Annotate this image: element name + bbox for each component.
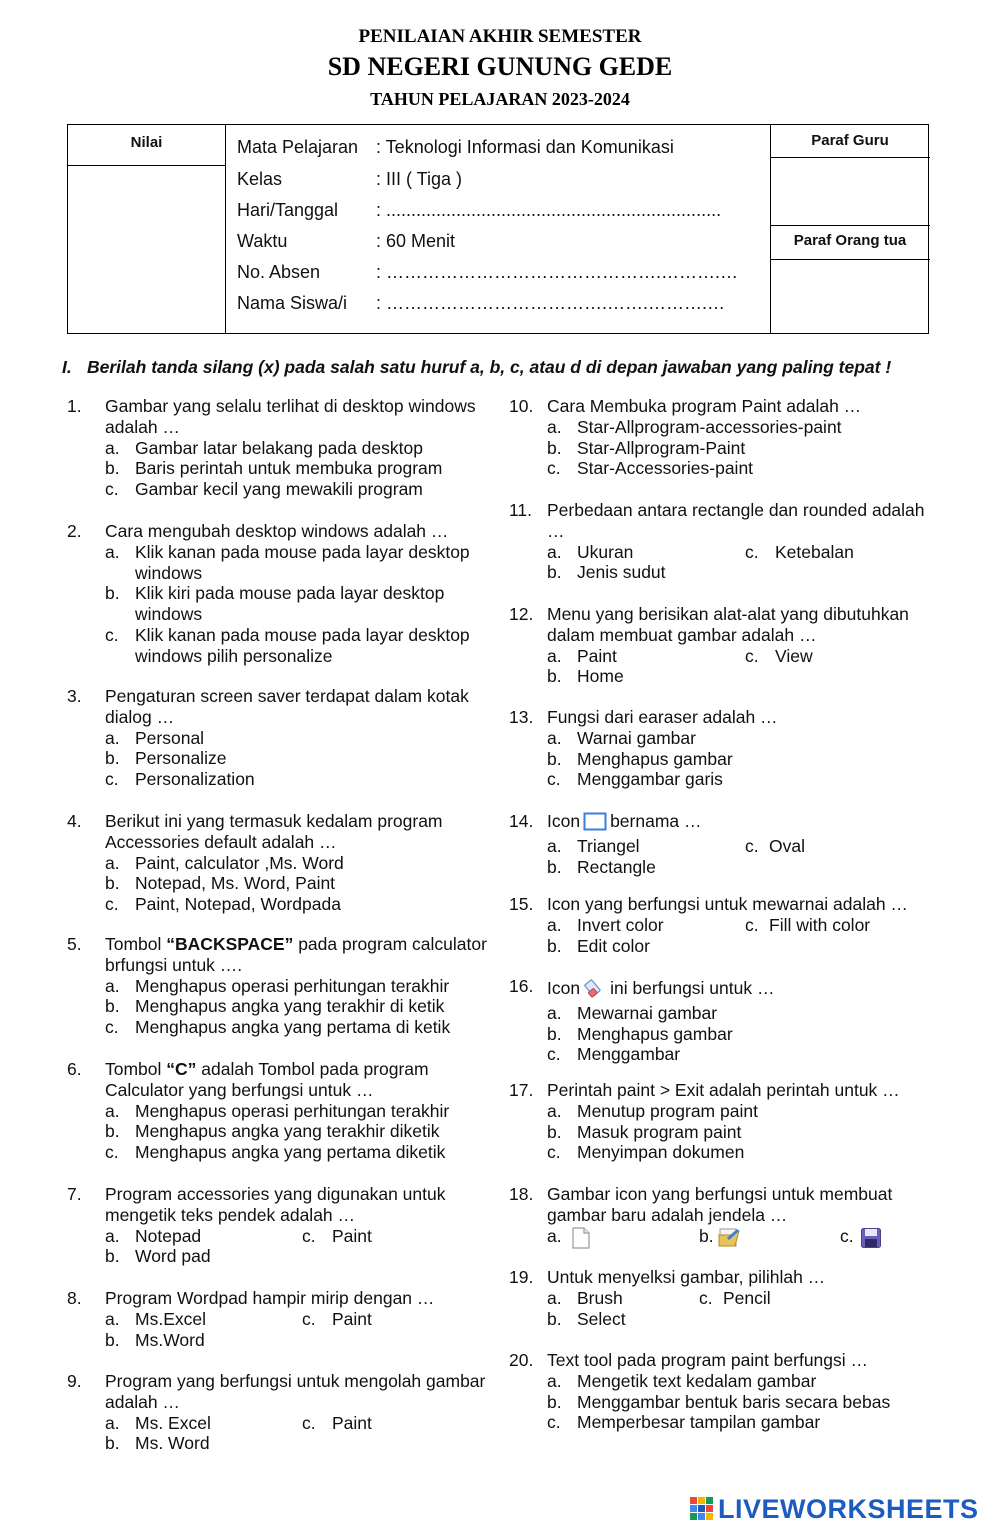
option-row [547, 1288, 929, 1309]
option-text: Star-Allprogram-Paint [577, 437, 746, 458]
option-letter: b. [105, 1121, 120, 1142]
option-letter: c. [105, 1017, 119, 1038]
option[interactable] [105, 1246, 492, 1267]
option[interactable] [547, 1003, 929, 1024]
question-text-part: pada program calculator brfungsi untuk …. [105, 934, 487, 975]
question-text: Program yang berfungsi untuk mengolah gambar adalah … [105, 1371, 486, 1412]
option-text[interactable]: Triangel [577, 835, 640, 856]
option-letter: b. [105, 583, 120, 604]
option-letter: a. [105, 541, 120, 562]
info-label: Mata Pelajaran [237, 137, 359, 157]
option-text[interactable]: Paint [332, 1412, 372, 1433]
option-text: Menggambar bentuk baris secara bebas [577, 1391, 891, 1412]
question-2 [67, 521, 492, 667]
option[interactable] [547, 1392, 929, 1413]
question-number: 11. [509, 500, 533, 520]
option-text: Menghapus gambar [577, 748, 733, 769]
option[interactable] [105, 1142, 492, 1163]
question-number: 4. [67, 811, 82, 831]
option-text: Ms. Word [135, 1433, 210, 1454]
option-letter: c. [105, 894, 119, 915]
option[interactable] [105, 1330, 492, 1351]
option-letter[interactable]: c. [302, 1308, 316, 1329]
option-letter: c. [547, 458, 561, 479]
question-text-part: ini berfungsi untuk … [610, 978, 775, 998]
option[interactable] [105, 853, 492, 874]
option-letter[interactable]: a. [105, 1308, 120, 1329]
question-1 [67, 396, 492, 500]
option[interactable] [547, 1044, 929, 1065]
question-number: 9. [67, 1371, 82, 1391]
option-text: Masuk program paint [577, 1121, 742, 1142]
option-text: Menghapus angka yang pertama diketik [135, 1142, 446, 1163]
option-text: Klik kanan pada mouse pada layar desktop windows pilih personalize [135, 624, 470, 666]
option-letter[interactable]: c. [840, 1225, 854, 1246]
question-5 [67, 934, 492, 1038]
option-letter: b. [547, 1023, 562, 1044]
info-value: : ................................................................... [376, 200, 722, 220]
question-text [105, 934, 492, 976]
option-text: Gambar latar belakang pada desktop [135, 437, 423, 458]
info-row-time [237, 231, 455, 252]
divider [770, 157, 930, 158]
question-text [547, 811, 929, 836]
liveworksheets-logo-icon [690, 1497, 714, 1528]
option-text: Klik kiri pada mouse pada layar desktop windows [135, 583, 445, 625]
option[interactable] [547, 1371, 929, 1392]
question-4 [67, 811, 492, 915]
option[interactable] [105, 1433, 492, 1454]
option-text: Baris perintah untuk membuka program [135, 458, 443, 479]
option-text: Paint, Notepad, Wordpada [135, 894, 341, 915]
question-19 [509, 1267, 929, 1329]
option-text: Gambar kecil yang mewakili program [135, 479, 423, 500]
question-text: Gambar yang selalu terlihat di desktop windows adalah … [105, 396, 476, 437]
option[interactable] [547, 562, 929, 583]
question-10 [509, 396, 929, 479]
school-name: SD NEGERI GUNUNG GEDE [327, 52, 673, 81]
question-12 [509, 604, 929, 687]
info-value: : III ( Tiga ) [376, 169, 463, 189]
question-17 [509, 1080, 929, 1163]
open-folder-icon[interactable] [717, 1226, 741, 1253]
option[interactable] [105, 769, 492, 790]
question-text: Program accessories yang digunakan untuk mengetik teks pendek adalah … [105, 1184, 446, 1225]
option-row [105, 1309, 492, 1330]
option-letter: b. [547, 748, 562, 769]
question-number: 2. [67, 521, 82, 541]
option[interactable] [547, 749, 929, 770]
option-text: Menutup program paint [577, 1100, 758, 1121]
option[interactable] [105, 894, 492, 915]
option[interactable] [547, 1122, 929, 1143]
question-text: Gambar icon yang berfungsi untuk membuat gambar baru adalah jendela … [547, 1184, 893, 1225]
option-text[interactable]: Paint [332, 1308, 372, 1329]
divider [770, 225, 930, 226]
question-text: Perintah paint > Exit adalah perintah untuk … [547, 1080, 900, 1100]
question-number: 5. [67, 934, 82, 954]
option-text: Notepad, Ms. Word, Paint [135, 873, 336, 894]
option-letter: b. [547, 1391, 562, 1412]
option-letter[interactable]: a. [547, 541, 562, 562]
info-value: : ……………………………….…….……….… [376, 293, 726, 313]
option-letter: a. [105, 727, 120, 748]
question-number: 15. [509, 894, 534, 914]
info-row-absen [237, 262, 738, 283]
question-text: Program Wordpad hampir mirip dengan … [105, 1288, 435, 1308]
option-text: Memperbesar tampilan gambar [577, 1412, 821, 1433]
info-value: : Teknologi Informasi dan Komunikasi [376, 137, 674, 157]
question-keyword: “C” [166, 1059, 197, 1079]
option[interactable] [547, 1024, 929, 1045]
option-text[interactable]: Ketebalan [775, 541, 854, 562]
eraser-icon [583, 976, 607, 1003]
option-letter: a. [547, 1370, 562, 1391]
option-letter: b. [105, 748, 120, 769]
option-letter[interactable]: c. [302, 1412, 316, 1433]
question-14 [509, 811, 929, 877]
question-number: 12. [509, 604, 534, 624]
option[interactable] [547, 1412, 929, 1433]
question-number: 10. [509, 396, 534, 416]
question-number: 16. [509, 976, 534, 996]
option-row [547, 542, 929, 563]
question-9 [67, 1371, 492, 1454]
divider [770, 259, 930, 260]
instruction-text: Berilah tanda silang (x) pada salah satu huruf a, b, c, atau d di depan jawaban yang paling tepat ! [87, 357, 892, 377]
rectangle-icon [583, 812, 607, 836]
option-letter: b. [547, 437, 562, 458]
option[interactable] [547, 1142, 929, 1163]
option-text: Select [577, 1308, 626, 1329]
student-info-box [67, 124, 929, 334]
option-letter: a. [547, 1100, 562, 1121]
question-20 [509, 1350, 929, 1433]
question-8 [67, 1288, 492, 1350]
question-3 [67, 686, 492, 790]
option[interactable] [547, 769, 929, 790]
option[interactable] [547, 666, 929, 687]
option-text[interactable]: Oval [769, 835, 805, 856]
option-text[interactable]: Fill with color [769, 914, 871, 935]
info-label: Nama Siswa/i [237, 293, 348, 313]
paraf-orang-tua-label: Paraf Orang tua [793, 232, 907, 249]
question-number: 14. [509, 811, 534, 831]
question-number: 7. [67, 1184, 82, 1204]
question-number: 13. [509, 707, 534, 727]
option-letter: b. [547, 856, 562, 877]
option-letter[interactable]: a. [547, 645, 562, 666]
option-letter[interactable]: a. [105, 1412, 120, 1433]
option-text: Menghapus operasi perhitungan terakhir [135, 1100, 450, 1121]
option[interactable] [105, 1101, 492, 1122]
option-letter: a. [547, 727, 562, 748]
option-row [547, 915, 929, 936]
option[interactable] [105, 479, 492, 500]
option-letter: b. [547, 935, 562, 956]
divider [68, 165, 225, 166]
option[interactable] [547, 936, 929, 957]
info-row-class [237, 169, 462, 190]
option[interactable] [105, 1017, 492, 1038]
info-label: Waktu [237, 231, 288, 251]
option-letter: b. [105, 873, 120, 894]
watermark-text: LIVEWORKSHEETS [718, 1494, 979, 1524]
option-text[interactable]: Ms. Excel [135, 1412, 211, 1433]
option-text: Warnai gambar [577, 727, 696, 748]
option-text: Menghapus angka yang terakhir diketik [135, 1121, 440, 1142]
question-6 [67, 1059, 492, 1163]
question-number: 19. [509, 1267, 534, 1287]
info-row-student-name [237, 293, 725, 314]
option-text: Home [577, 666, 624, 687]
option[interactable] [105, 728, 492, 749]
info-label: Hari/Tanggal [237, 200, 339, 220]
question-number: 8. [67, 1288, 82, 1308]
paraf-guru-label: Paraf Guru [811, 132, 889, 149]
question-16 [509, 976, 929, 1065]
option-text: Menggambar [577, 1044, 681, 1065]
info-label: Kelas [237, 169, 283, 189]
option-letter[interactable]: a. [547, 1287, 562, 1308]
option[interactable] [105, 583, 492, 625]
divider [225, 125, 226, 333]
option-row [547, 836, 929, 857]
question-number: 6. [67, 1059, 82, 1079]
question-text-part: Icon [547, 978, 581, 998]
option-text: Menghapus angka yang pertama di ketik [135, 1017, 451, 1038]
question-15 [509, 894, 929, 956]
option-letter: b. [105, 996, 120, 1017]
option-text[interactable]: Brush [577, 1287, 623, 1308]
option-text: Ms.Word [135, 1329, 205, 1350]
instruction-number: I. [62, 357, 72, 377]
question-13 [509, 707, 929, 790]
option[interactable] [547, 857, 929, 878]
option-text: Menggambar garis [577, 769, 723, 790]
option-letter: a. [105, 1100, 120, 1121]
option-letter[interactable]: c. [699, 1287, 713, 1308]
option-letter: a. [105, 437, 120, 458]
option[interactable] [547, 1101, 929, 1122]
option[interactable] [105, 873, 492, 894]
option-letter: b. [105, 1246, 120, 1267]
option-text: Jenis sudut [577, 562, 666, 583]
option[interactable] [547, 438, 929, 459]
option-text: Paint, calculator ,Ms. Word [135, 852, 344, 873]
option-letter[interactable]: a. [547, 835, 562, 856]
academic-year: TAHUN PELAJARAN 2023-2024 [370, 89, 630, 109]
option-letter: b. [105, 458, 120, 479]
option[interactable] [105, 976, 492, 997]
question-text-part: Tombol [105, 1059, 167, 1079]
question-number: 17. [509, 1080, 534, 1100]
option-letter[interactable]: a. [547, 1225, 562, 1246]
info-label: No. Absen [237, 262, 321, 282]
option-letter: c. [105, 479, 119, 500]
question-text: Berikut ini yang termasuk kedalam program Accessories default adalah … [105, 811, 443, 852]
option-row [547, 1226, 929, 1250]
option-text: Personalize [135, 748, 227, 769]
option-row [105, 1413, 492, 1434]
option-text: Menghapus gambar [577, 1023, 733, 1044]
option[interactable] [547, 1309, 929, 1330]
option-letter: a. [547, 1002, 562, 1023]
option-text[interactable]: Paint [332, 1225, 372, 1246]
question-number: 3. [67, 686, 82, 706]
option-row [105, 1226, 492, 1247]
option-letter: c. [105, 769, 119, 790]
question-7 [67, 1184, 492, 1267]
question-text [547, 976, 929, 1003]
option-text[interactable]: Paint [577, 645, 617, 666]
save-icon[interactable] [860, 1227, 882, 1254]
option[interactable] [105, 438, 492, 459]
option-letter[interactable]: c. [745, 541, 759, 562]
option-letter[interactable]: c. [745, 645, 759, 666]
option[interactable] [105, 748, 492, 769]
option-text: Mengetik text kedalam gambar [577, 1370, 817, 1391]
option-letter: a. [547, 416, 562, 437]
option-letter[interactable]: c. [302, 1225, 316, 1246]
liveworksheets-watermark [690, 1494, 979, 1528]
option-letter: a. [105, 852, 120, 873]
option-letter[interactable]: a. [105, 1225, 120, 1246]
option-text[interactable]: Ms.Excel [135, 1308, 206, 1329]
question-text: Text tool pada program paint berfungsi … [547, 1350, 869, 1370]
question-keyword: “BACKSPACE” [166, 934, 294, 954]
info-value: : 60 Menit [376, 231, 456, 251]
option-letter: a. [105, 975, 120, 996]
instruction [62, 357, 891, 378]
new-document-icon[interactable] [571, 1227, 591, 1254]
question-text: Icon yang berfungsi untuk mewarnai adalah … [547, 894, 908, 914]
option-letter: b. [547, 1308, 562, 1329]
option-text: Edit color [577, 935, 650, 956]
question-text-part: bernama … [610, 811, 702, 831]
option-letter: c. [547, 1044, 561, 1065]
option-letter: c. [105, 624, 119, 645]
option-text: Menghapus angka yang terakhir di ketik [135, 996, 445, 1017]
option-letter: b. [105, 1433, 120, 1454]
option-text: Menghapus operasi perhitungan terakhir [135, 975, 450, 996]
info-value: : ……………………………………….……….… [376, 262, 739, 282]
option[interactable] [105, 542, 492, 584]
option-text[interactable]: Ukuran [577, 541, 634, 562]
option-letter: c. [547, 1142, 561, 1163]
option-text[interactable]: Invert color [577, 914, 664, 935]
option-text[interactable]: Notepad [135, 1225, 202, 1246]
question-number: 20. [509, 1350, 534, 1370]
question-text: Cara mengubah desktop windows adalah … [105, 521, 449, 541]
option-letter: b. [105, 1329, 120, 1350]
option-letter[interactable]: b. [699, 1225, 714, 1246]
option-letter[interactable]: c. [745, 835, 759, 856]
option-text: Rectangle [577, 856, 656, 877]
option-text: Klik kanan pada mouse pada layar desktop windows [135, 541, 470, 583]
option-text[interactable]: View [775, 645, 813, 666]
question-text: Menu yang berisikan alat-alat yang dibutuhkan dalam membuat gambar adalah … [547, 604, 909, 645]
exam-title: PENILAIAN AKHIR SEMESTER [358, 26, 642, 47]
question-text-part: Icon [547, 811, 581, 831]
option-text: Star-Allprogram-accessories-paint [577, 416, 842, 437]
question-18 [509, 1184, 929, 1250]
option-text: Mewarnai gambar [577, 1002, 718, 1023]
question-text: Perbedaan antara rectangle dan rounded adalah … [547, 500, 925, 541]
option-letter: b. [547, 1121, 562, 1142]
option-letter: b. [547, 562, 562, 583]
option-text: Personal [135, 727, 205, 748]
option[interactable] [105, 1121, 492, 1142]
question-text-part: Tombol [105, 934, 167, 954]
option[interactable] [547, 728, 929, 749]
info-row-date [237, 200, 721, 221]
question-11 [509, 500, 929, 583]
option[interactable] [105, 458, 492, 479]
option-letter[interactable]: c. [745, 914, 759, 935]
question-text [105, 1059, 492, 1101]
info-row-subject [237, 137, 674, 158]
question-text: Pengaturan screen saver terdapat dalam kotak dialog … [105, 686, 469, 727]
option-letter: c. [105, 1142, 119, 1163]
option-text: Star-Accessories-paint [577, 458, 754, 479]
option[interactable] [105, 996, 492, 1017]
option-letter: b. [547, 666, 562, 687]
option[interactable] [105, 625, 492, 667]
question-number: 18. [509, 1184, 534, 1204]
option-text: Personalization [135, 769, 255, 790]
option-letter: c. [547, 1412, 561, 1433]
question-text: Untuk menyelksi gambar, pilihlah … [547, 1267, 826, 1287]
option-letter: c. [547, 769, 561, 790]
option-letter[interactable]: a. [547, 914, 562, 935]
option-text: Word pad [135, 1246, 211, 1267]
question-text: Fungsi dari earaser adalah … [547, 707, 778, 727]
option-row [547, 646, 929, 667]
question-number: 1. [67, 396, 82, 416]
option-text: Menyimpan dokumen [577, 1142, 745, 1163]
option[interactable] [547, 417, 929, 438]
question-text: Cara Membuka program Paint adalah … [547, 396, 862, 416]
option-text[interactable]: Pencil [723, 1287, 771, 1308]
nilai-label: Nilai [130, 134, 163, 151]
option[interactable] [547, 458, 929, 479]
question-text-part: adalah Tombol pada program Calculator yang berfungsi untuk … [105, 1059, 429, 1100]
